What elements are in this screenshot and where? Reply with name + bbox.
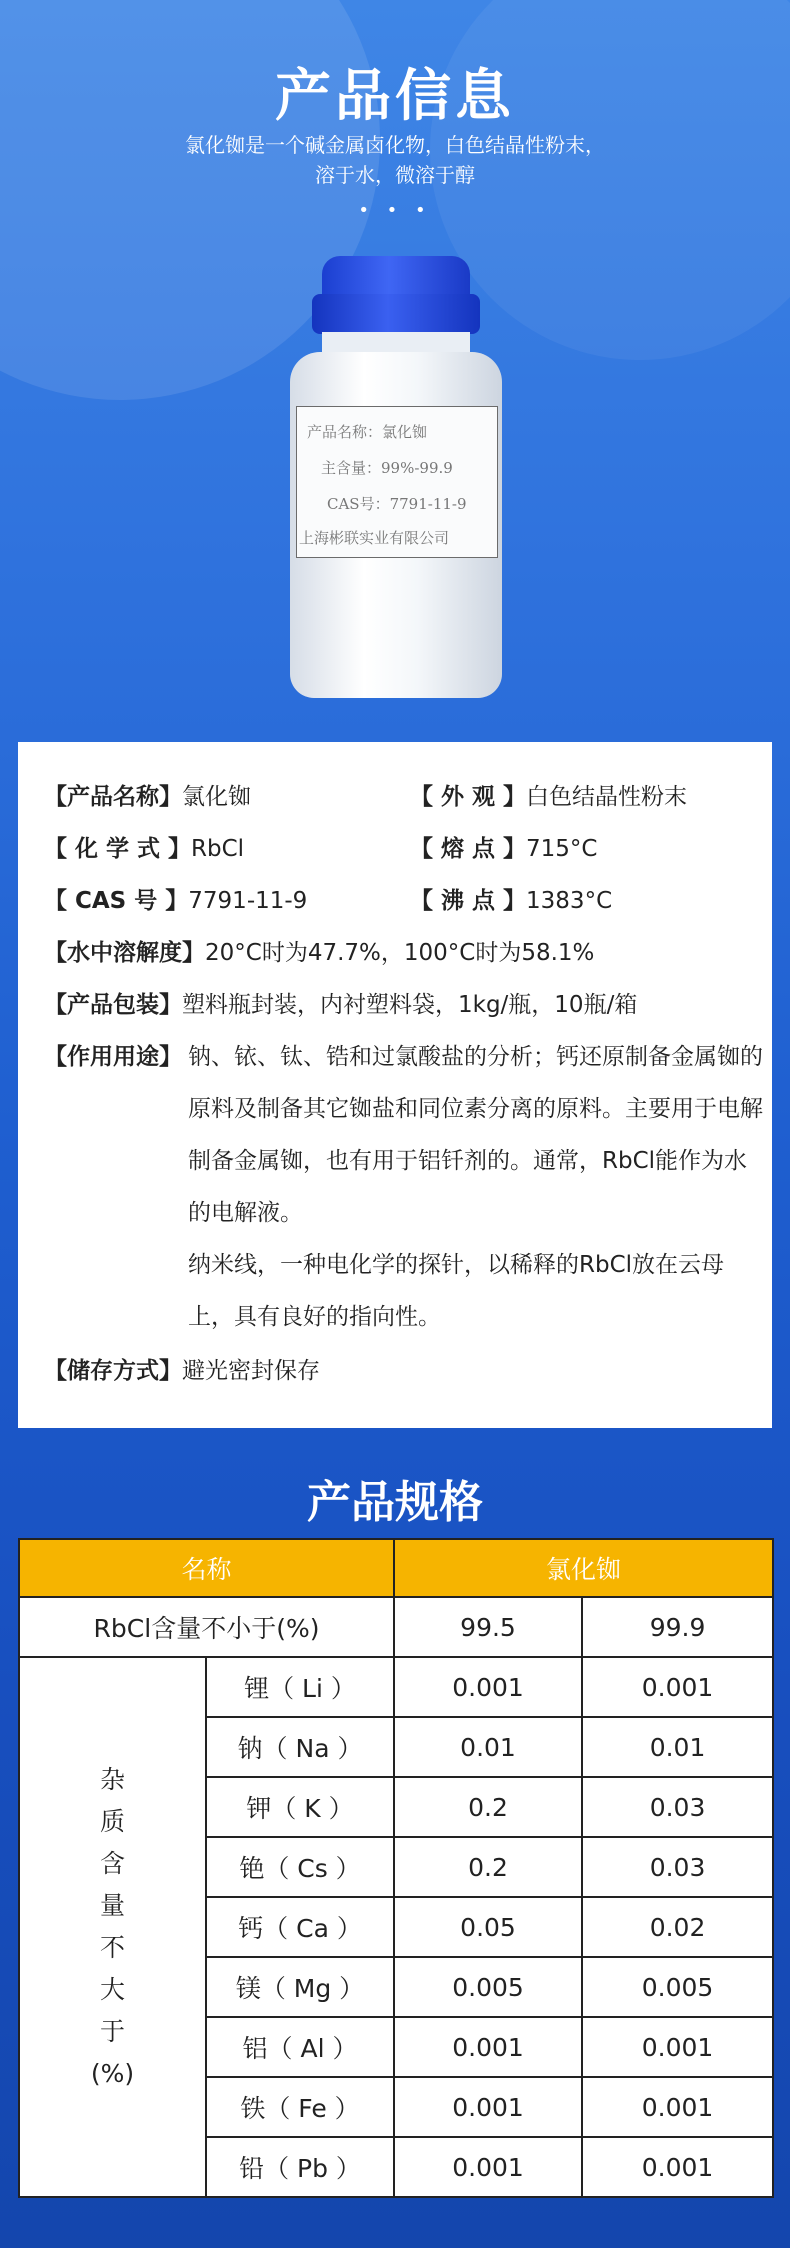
product-bottle-image [290,256,502,698]
usage-text [188,1031,763,1343]
impurity-label-char: 杂 [99,1765,125,1794]
impurity-label-char: 含 [99,1849,125,1878]
usage-paragraph: 纳米线，一种电化学的探针，以稀释的RbCl放在云母上，具有良好的指向性。 [188,1252,725,1330]
purity-row [19,1597,773,1657]
value-cell: 0.2 [394,1837,582,1897]
info-label: 【 外 观 】 [410,784,527,810]
info-row-name [44,780,251,814]
impurity-label-char: (%) [90,2059,135,2088]
dots-divider: • • • [358,200,432,221]
element-cell: 钙（ Ca ） [206,1897,394,1957]
info-value: 715°C [526,836,598,862]
info-row-storage [44,1354,320,1388]
value-cell: 0.001 [394,1657,582,1717]
info-row-solubility [44,936,594,970]
info-value: 7791-11-9 [188,888,308,914]
info-row-formula [44,832,244,866]
element-cell: 镁（ Mg ） [206,1957,394,2017]
value-cell: 0.01 [394,1717,582,1777]
value-cell: 0.001 [394,2137,582,2197]
bottle-label-name: 产品名称：氯化铷 [307,423,428,441]
info-row-melting [410,832,598,866]
purity-value-cell: 99.9 [582,1597,773,1657]
info-value: RbCl [191,836,245,862]
info-label: 【 沸 点 】 [410,888,527,914]
summary-line: 溶于水，微溶于醇 [315,163,475,187]
impurity-label-char: 质 [99,1807,125,1836]
element-cell: 铁（ Fe ） [206,2077,394,2137]
value-cell: 0.03 [582,1837,773,1897]
value-cell: 0.001 [394,2017,582,2077]
info-row-usage [44,1040,182,1074]
bottle-label-company: 上海彬联实业有限公司 [299,529,450,547]
element-cell: 锂（ Li ） [206,1657,394,1717]
product-summary [0,130,790,190]
bottle-label-content: 主含量：99%-99.9 [321,459,453,477]
element-cell: 铅（ Pb ） [206,2137,394,2197]
info-label: 【储存方式】 [44,1358,182,1384]
value-cell: 0.01 [582,1717,773,1777]
bottle-label [296,406,498,558]
info-row-package [44,988,637,1022]
info-row-appearance [410,780,687,814]
value-cell: 0.001 [582,2077,773,2137]
value-cell: 0.02 [582,1897,773,1957]
page-title: 产品信息 [275,64,515,129]
info-value: 氯化铷 [182,784,251,810]
spec-header-row [19,1539,773,1597]
info-label: 【作用用途】 [44,1044,182,1070]
bottle-label-cas: CAS号：7791-11-9 [327,495,467,513]
info-row-boiling [410,884,612,918]
info-label: 【产品名称】 [44,784,182,810]
value-cell: 0.005 [582,1957,773,2017]
impurity-label-char: 不 [99,1933,125,1962]
impurity-group-label [19,1657,206,2197]
purity-label-cell: RbCl含量不小于(%) [19,1597,394,1657]
info-value: 20°C时为47.7%，100°C时为58.1% [205,940,595,966]
element-cell: 铯（ Cs ） [206,1837,394,1897]
header-name-cell: 名称 [19,1539,394,1597]
info-value: 1383°C [526,888,613,914]
element-cell: 钾（ K ） [206,1777,394,1837]
summary-line: 氯化铷是一个碱金属卤化物，白色结晶性粉末， [185,133,605,157]
product-info-card [18,742,772,1428]
value-cell: 0.001 [582,2137,773,2197]
info-label: 【 CAS 号 】 [44,888,189,914]
bottle-cap-ring [312,294,480,334]
info-label: 【 熔 点 】 [410,836,527,862]
info-label: 【水中溶解度】 [44,940,205,966]
value-cell: 0.2 [394,1777,582,1837]
info-value: 塑料瓶封装，内衬塑料袋，1kg/瓶，10瓶/箱 [182,992,638,1018]
impurity-label-char: 于 [99,2017,125,2046]
spec-table [18,1538,774,2198]
value-cell: 0.001 [582,1657,773,1717]
info-value: 白色结晶性粉末 [526,784,688,810]
element-cell: 铝（ Al ） [206,2017,394,2077]
hero-banner [0,0,790,740]
usage-paragraph: 钠、铱、钛、锆和过氯酸盐的分析；钙还原制备金属铷的原料及制备其它铷盐和同位素分离的原料。主要用于电解制备金属铷，也有用于铝钎剂的。通常，RbCl能作为水的电解液。 [188,1044,763,1226]
header-product-cell: 氯化铷 [394,1539,773,1597]
info-label: 【产品包装】 [44,992,182,1018]
value-cell: 0.05 [394,1897,582,1957]
impurity-label-char: 大 [99,1975,125,2004]
value-cell: 0.001 [394,2077,582,2137]
info-row-cas [44,884,307,918]
value-cell: 0.005 [394,1957,582,2017]
value-cell: 0.001 [582,2017,773,2077]
spec-section-title: 产品规格 [307,1477,483,1528]
info-value: 避光密封保存 [182,1358,320,1384]
element-cell: 钠（ Na ） [206,1717,394,1777]
impurity-row [19,1657,773,1717]
purity-value-cell: 99.5 [394,1597,582,1657]
info-label: 【 化 学 式 】 [44,836,192,862]
value-cell: 0.03 [582,1777,773,1837]
impurity-label-char: 量 [99,1891,125,1920]
